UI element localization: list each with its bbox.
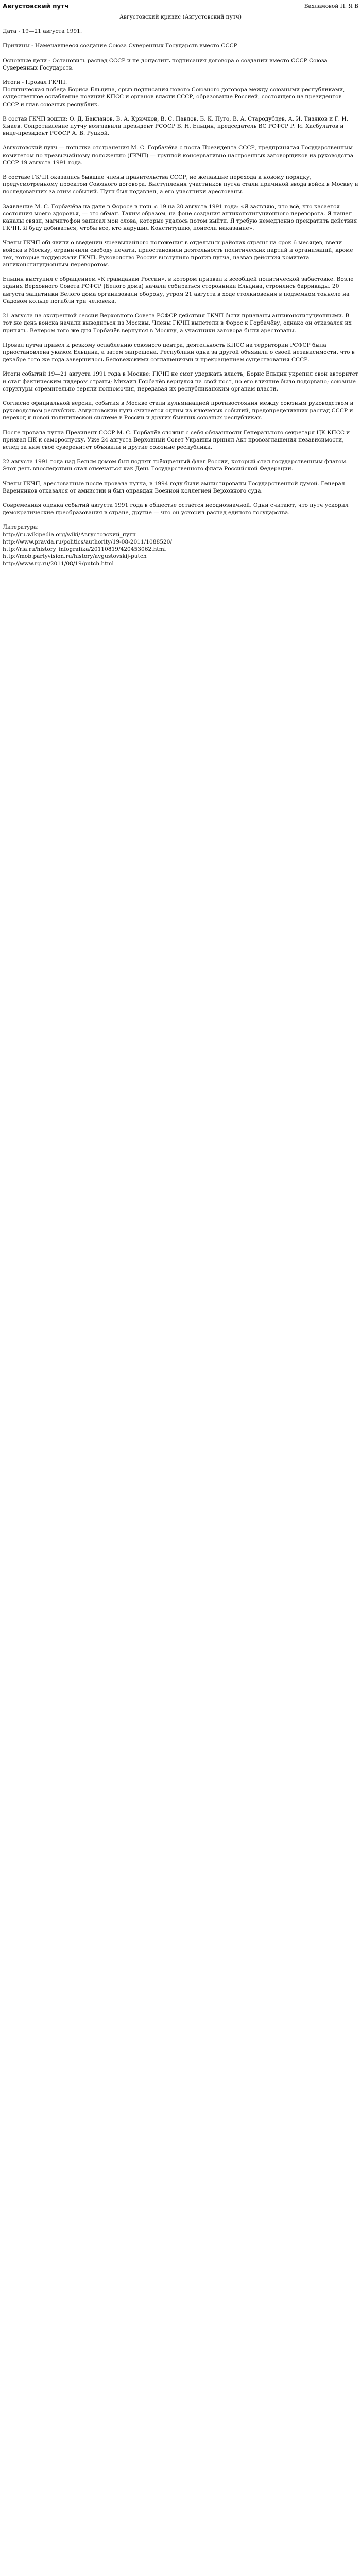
document-title: Августовский путч: [3, 3, 69, 10]
paragraph: Члены ГКЧП, арестованные после провала путча, в 1994 году были амнистированы Государственной думой. Генерал Варенников отказался от амнистии и был оправдан Военной коллегией Верховного суда.: [3, 480, 347, 494]
paragraph: Заявление М. С. Горбачёва на даче в Форосе в ночь с 19 на 20 августа 1991 года: «Я заявляю, что всё, что касается состояния моего здоровья, — это обман. Таким образом, на фоне создания антиконституционного переворота. Я нашел каналы связи, магнитофон записал мои слова, которые удалось потом выйти. Я требую немедленно прекратить действия ГКЧП. Я буду добиваться, чтобы все, кто нарушил Конституцию, понесли наказание».: [3, 203, 359, 232]
paragraph-date: Дата - 19—21 августа 1991.: [3, 28, 82, 35]
paragraph: 21 августа на экстренной сессии Верховного Совета РСФСР действия ГКЧП были признаны антиконституционными. В тот же день войска начали выводиться из Москвы. Члены ГКЧП вылетели в Форос к Горбачёву, однако он отказался их принять. Вечером того же дня Горбачёв вернулся в Москву, а участники заговора были арестованы.: [3, 313, 353, 334]
paragraph: Итоги событий 19—21 августа 1991 года в Москве: ГКЧП не смог удержать власть; Борис Ельцин укрепил свой авторитет и стал фактическим лидером страны; Михаил Горбачёв вернулся на свой пост, но его влияние было подорвано; союзные структуры стремительно теряли полномочия, передавая их республиканским органам власти.: [3, 371, 360, 392]
source-link[interactable]: http://mob.partyvision.ru/history/avgustovskij-putch: [3, 553, 147, 560]
source-link[interactable]: http://www.rg.ru/2011/08/19/putch.html: [3, 561, 114, 567]
sources-label: Литература:: [3, 524, 39, 531]
paragraph: Члены ГКЧП объявили о введении чрезвычайного положения в отдельных районах страны на срок 6 месяцев, ввели войска в Москву, ограничили свободу печати, приостановили деятельность политических партий и организаций, кроме тех, которые поддержали ГКЧП. Руководство России выступило против путча, назвав действия комитета антиконституционным переворотом.: [3, 240, 355, 268]
document-subtitle: Августовский кризис (Августовский путч): [119, 14, 242, 20]
paragraph: Августовский путч — попытка отстранения М. С. Горбачёва с поста Президента СССР, предпринятая Государственным комитетом по чрезвычайному положению (ГКЧП) — группой консервативно настроенных заговорщиков из руководства СССР 19 августа 1991 года.: [3, 145, 355, 166]
paragraph: В состав ГКЧП вошли: О. Д. Бакланов, В. А. Крючков, В. С. Павлов, Б. К. Пуго, В. А. Стародубцев, А. И. Тизяков и Г. И. Янаев. Сопротивление путчу возглавили президент РСФСР Б. Н. Ельцин, председатель ВС РСФСР Р. И. Хасбулатов и вице-президент РСФСР А. В. Руцкой.: [3, 115, 350, 137]
paragraph: Современная оценка событий августа 1991 года в обществе остаётся неоднозначной. Одни считают, что путч ускорил демократические преобразования в стране, другие — что он ускорил распад единого государства.: [3, 502, 350, 516]
paragraph: Ельцин выступил с обращением «К гражданам России», в котором призвал к всеобщей политической забастовке. Возле здания Верховного Совета РСФСР (Белого дома) начали собираться сторонники Ельцина, строились баррикады. 20 августа защитники Белого дома организовали оборону, утром 21 августа в ходе столкновения в подземном тоннеле на Садовом кольце погибли три человека.: [3, 276, 355, 304]
document-header: [3, 2, 358, 13]
paragraph: Согласно официальной версии, события в Москве стали кульминацией противостояния между союзным руководством и руководством республик. Августовский путч считается одним из ключевых событий, предопределивших распад СССР и переход к новой политической системе в России и других бывших союзных республиках.: [3, 400, 355, 421]
paragraph: После провала путча Президент СССР М. С. Горбачёв сложил с себя обязанности Генерального секретаря ЦК КПСС и призвал ЦК к самороспуску. Уже 24 августа Верховный Совет Украины принял Акт провозглашения независимости, вслед за ним своё суверенитет объявили и другие союзные республики.: [3, 429, 352, 450]
source-link[interactable]: http://ru.wikipedia.org/wiki/Августовский_путч: [3, 531, 136, 538]
source-link[interactable]: http://www.pravda.ru/politics/authority/19-08-2011/1088520/: [3, 538, 172, 545]
source-link[interactable]: http://ria.ru/history_infografika/20110819/420453062.html: [3, 546, 166, 552]
paragraph: Провал путча привёл к резкому ослаблению союзного центра, деятельность КПСС на территории РСФСР была приостановлена указом Ельцина, а затем запрещена. Республики одна за другой объявили о своей независимости, что в декабре того же года завершилось Беловежскими соглашениями и прекращением существования СССР.: [3, 342, 357, 363]
document-body: [3, 13, 358, 568]
document-author: Бахламовой П. Я В: [304, 3, 358, 9]
paragraph: В составе ГКЧП оказались бывшие члены правительства СССР, не желавшие перехода к новому порядку, предусмотренному проектом Союзного договора. Выступления участников путча стали причиной ввода войск в Москву и последовавших за этим событий. Путч был подавлен, а его участники арестованы.: [3, 174, 360, 195]
sources-list: [3, 531, 358, 568]
paragraph-goals: Основные цели - Остановить распад СССР и не допустить подписания договора о создании вместо СССР Союза Суверенных Государств.: [3, 57, 330, 71]
paragraph-cause: Причины - Намечавшееся создание Союза Суверенных Государств вместо СССР: [3, 43, 237, 49]
paragraph: 22 августа 1991 года над Белым домом был поднят трёхцветный флаг России, который стал государственным флагом. Этот день впоследствии стал отмечаться как День Государственного флага Российской Федерации.: [3, 459, 350, 472]
paragraph-outcome: Итоги - Провал ГКЧП. Политическая победа Бориса Ельцина, срыв подписания нового Союзного договора между союзными республиками, существенное ослабление позиций КПСС и органов власти СССР, образование Россией, состоящего из президентов СССР и глав союзных республик.: [3, 79, 345, 108]
